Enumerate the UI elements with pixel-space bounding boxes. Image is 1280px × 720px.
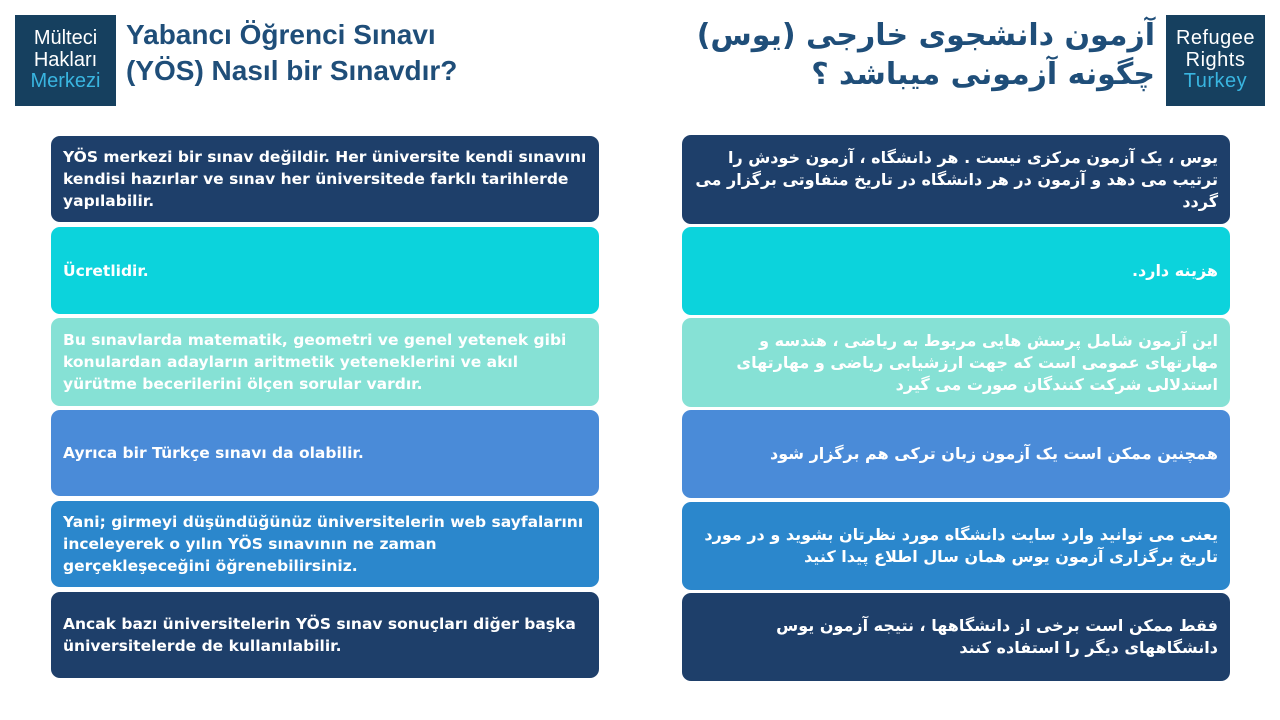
persian-item-4 [682,410,1230,498]
persian-item-3-text: این آزمون شامل پرسش هایی مربوط به ریاضی ، هندسه و مهارتهای عمومی است که جهت ارزشیابی ریاضی و مهارتهای استدلالی شرکت کنندگان صورت می گیرد [736,330,1218,394]
turkish-item-5-text: Yani; girmeyi düşündüğünüz üniversitelerin web sayfalarını inceleyerek o yılın YÖS sınavının ne zaman gerçekleşeceğini öğrenebilirsiniz. [63,513,584,575]
title-right-line1: آزمون دانشجوی خارجی (یوس) [696,18,1155,53]
logo-left-line3: Merkezi [30,70,101,93]
turkish-item-4-text: Ayrıca bir Türkçe sınavı da olabilir. [63,444,364,462]
turkish-item-4 [51,410,599,496]
turkish-item-1-text: YÖS merkezi bir sınav değildir. Her üniversite kendi sınavını kendisi hazırlar ve sınav her üniversitede farklı tarihlerde yapılabilir. [63,148,587,210]
page-title-persian [650,16,1155,94]
turkish-item-2 [51,227,599,314]
logo-multeci-haklari-merkezi [15,15,116,106]
turkish-item-2-text: Ücretlidir. [63,261,149,280]
turkish-item-5 [51,501,599,587]
persian-item-5-text: یعنی می توانید وارد سایت دانشگاه مورد نظرتان بشوید و در مورد تاریخ برگزاری آزمون یوس همان سال اطلاع پیدا کنید [704,525,1218,566]
logo-right-line2: Rights [1185,48,1246,71]
turkish-item-6-text: Ancak bazı üniversitelerin YÖS sınav sonuçları diğer başka üniversitelerde de kullanılabilir. [63,615,576,655]
turkish-item-3 [51,318,599,406]
logo-right-line1: Refugee [1175,27,1256,50]
persian-item-1-text: یوس ، یک آزمون مرکزی نیست . هر دانشگاه ، آزمون خودش را ترتیب می دهد و آزمون در هر دانشگاه در تاریخ متفاوتی برگزار می گردد [695,147,1218,211]
persian-item-6 [682,593,1230,681]
persian-item-4-text: همچنین ممکن است یک آزمون زبان ترکی هم برگزار شود [770,444,1218,463]
persian-item-1 [682,135,1230,224]
logo-refugee-rights-turkey [1166,15,1265,106]
persian-item-3 [682,318,1230,407]
persian-item-6-text: فقط ممکن است برخی از دانشگاهها ، نتیجه آزمون یوس دانشگاههای دیگر را استفاده کنند [776,616,1218,657]
persian-item-5 [682,502,1230,590]
turkish-item-6 [51,592,599,678]
turkish-item-3-text: Bu sınavlarda matematik, geometri ve genel yetenek gibi konulardan adayların aritmetik yeteneklerini ve akıl yürütme becerilerini ölçen sorular vardır. [63,331,567,393]
logo-left-line1: Mülteci [33,27,98,50]
page-title-turkish [126,17,586,89]
persian-item-2 [682,227,1230,315]
turkish-item-1 [51,136,599,222]
title-left-line1: Yabancı Öğrenci Sınavı [126,19,436,50]
title-left-line2: (YÖS) Nasıl bir Sınavdır? [126,55,458,86]
logo-left-line2: Hakları [33,48,98,71]
persian-item-2-text: هزینه دارد. [1131,261,1218,280]
logo-right-line3: Turkey [1183,70,1248,93]
title-right-line2: چگونه آزمونی میباشد ؟ [811,57,1155,92]
